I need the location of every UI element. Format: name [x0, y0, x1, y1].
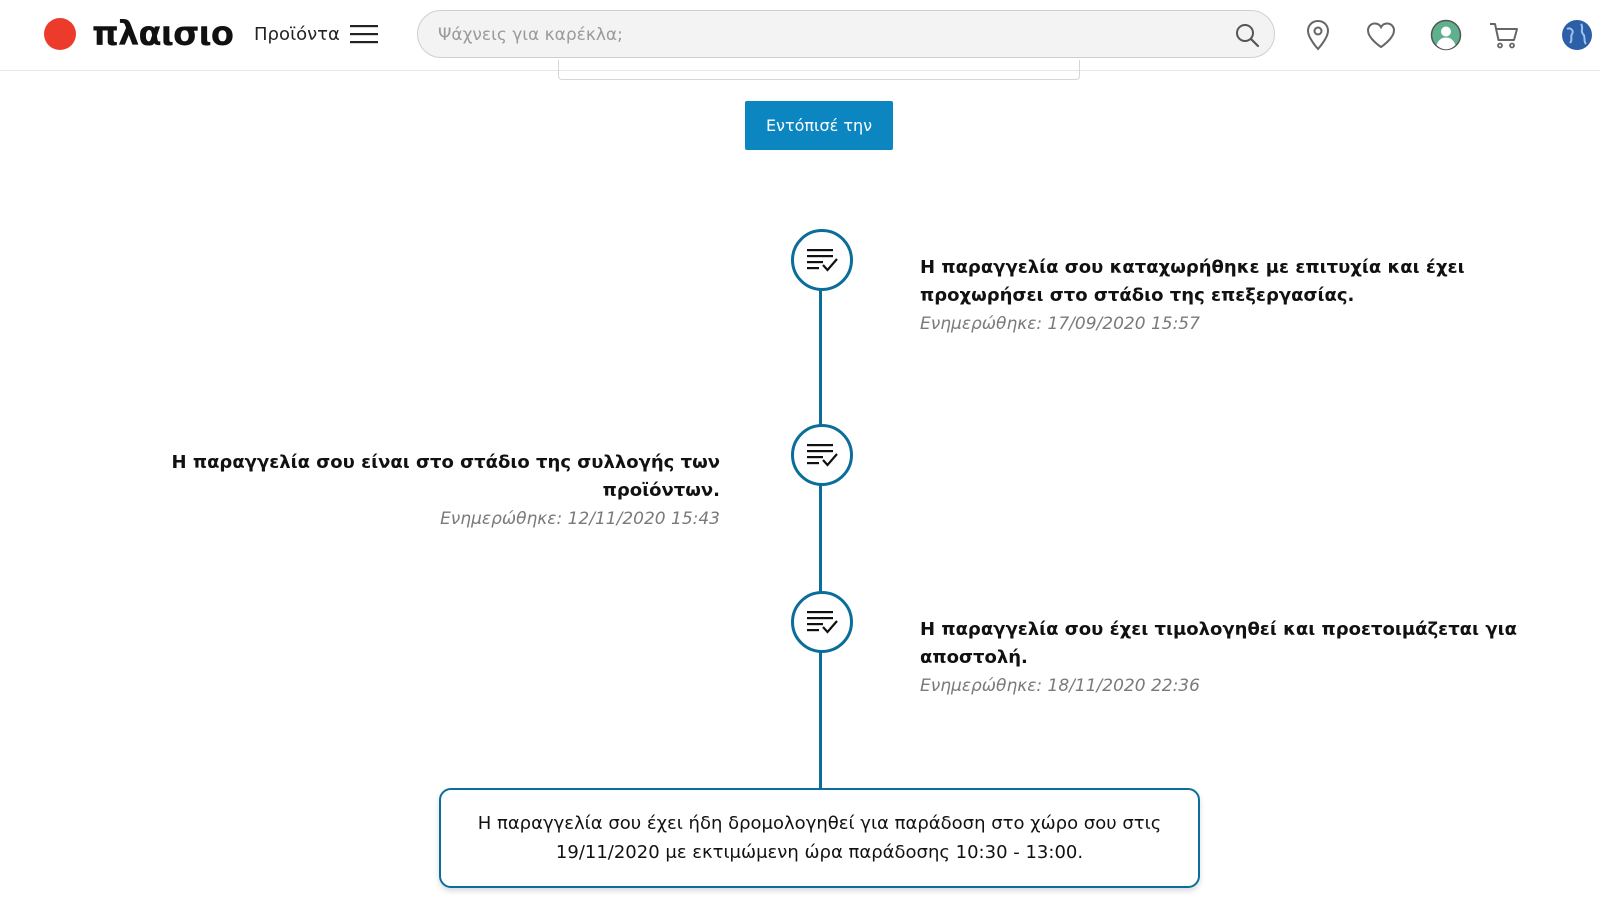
timeline-node-3: [791, 591, 853, 653]
heart-icon: [1365, 21, 1397, 49]
timeline-line: [819, 288, 822, 788]
timeline-node-2: [791, 424, 853, 486]
search-bar: [417, 10, 1275, 58]
timeline-entry-1: [920, 254, 1560, 334]
products-menu-button[interactable]: [254, 20, 378, 48]
search-icon[interactable]: [1234, 22, 1260, 48]
timeline-node-1: [791, 229, 853, 291]
location-pin-icon: [1305, 19, 1331, 51]
cart-icon: [1488, 20, 1520, 50]
user-avatar-icon: [1430, 19, 1462, 51]
language-button[interactable]: [1560, 18, 1594, 52]
timeline-entry-title: Η παραγγελία σου καταχωρήθηκε με επιτυχία και έχει προχωρήσει στο στάδιο της επεξεργασίας.: [920, 257, 1465, 306]
timeline-entry-updated: Ενημερώθηκε: 12/11/2020 15:43: [440, 509, 720, 529]
checklist-icon: [805, 441, 839, 469]
timeline-entry-2: [60, 449, 720, 529]
timeline-entry-title: Η παραγγελία σου είναι στο στάδιο της συλλογής των προϊόντων.: [171, 452, 720, 501]
search-input[interactable]: [436, 11, 1220, 59]
delivery-status-message: Η παραγγελία σου έχει ήδη δρομολογηθεί για παράδοση στο χώρο σου στις 19/11/2020 με εκτιμώμενη ώρα παράδοσης 10:30 - 13:00.: [477, 813, 1162, 863]
timeline-entry-title: Η παραγγελία σου έχει τιμολογηθεί και προετοιμάζεται για αποστολή.: [920, 619, 1517, 668]
checklist-icon: [805, 246, 839, 274]
brand-name: πλαισιο: [92, 14, 234, 54]
timeline-entry-3: [920, 616, 1560, 696]
account-button[interactable]: [1429, 18, 1463, 52]
brand-logo[interactable]: [44, 12, 233, 56]
cart-button[interactable]: [1487, 18, 1521, 52]
order-number-input[interactable]: [558, 60, 1080, 80]
checklist-icon: [805, 608, 839, 636]
locate-order-button[interactable]: Εντόπισέ την: [745, 101, 893, 150]
products-menu-label: Προϊόντα: [254, 23, 340, 45]
brand-logo-dot: [44, 18, 76, 50]
timeline-entry-updated: Ενημερώθηκε: 17/09/2020 15:57: [920, 314, 1200, 334]
hamburger-menu-icon: [350, 24, 378, 44]
store-locator-button[interactable]: [1301, 18, 1335, 52]
timeline-entry-updated: Ενημερώθηκε: 18/11/2020 22:36: [920, 676, 1200, 696]
wishlist-button[interactable]: [1364, 18, 1398, 52]
globe-icon: [1561, 19, 1593, 51]
delivery-status-box: [439, 788, 1200, 888]
